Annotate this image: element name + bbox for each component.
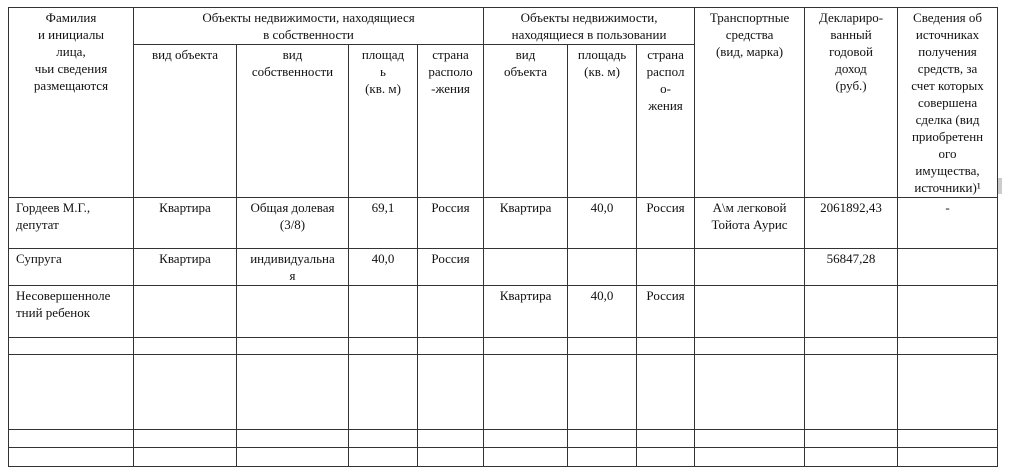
cell-used-area: 40,0 <box>568 286 637 338</box>
cell-owned-ownership <box>237 286 349 338</box>
cell-owned-area: 40,0 <box>349 249 418 286</box>
header-used-group: Объекты недвижимости, находящиеся в пользовании <box>484 8 695 45</box>
cell-name: Несовершенноле тний ребенок <box>9 286 134 338</box>
cell-owned-type <box>134 286 237 338</box>
header-owned-group: Объекты недвижимости, находящиеся в собственности <box>134 8 484 45</box>
cell-sources <box>898 286 998 338</box>
cell-name: Гордеев М.Г., депутат <box>9 198 134 249</box>
cell-used-country <box>637 249 695 286</box>
cell-sources <box>898 249 998 286</box>
cell-used-area <box>568 249 637 286</box>
header-used-country: страна распол о- жения <box>637 45 695 198</box>
table-row <box>9 249 998 286</box>
empty-row <box>9 355 998 430</box>
cell-vehicles <box>695 286 805 338</box>
table-row <box>9 286 998 338</box>
cell-used-type: Квартира <box>484 286 568 338</box>
cell-owned-area: 69,1 <box>349 198 418 249</box>
header-income: Деклариро- ванный годовой доход (руб.) <box>805 8 898 198</box>
cell-used-area: 40,0 <box>568 198 637 249</box>
cell-owned-area <box>349 286 418 338</box>
cell-owned-type: Квартира <box>134 198 237 249</box>
header-name: Фамилия и инициалы лица, чьи сведения размещаются <box>9 8 134 198</box>
cell-owned-country: Россия <box>418 198 484 249</box>
header-owned-ownership: вид собственности <box>237 45 349 198</box>
text-cursor-marker <box>998 178 1002 194</box>
header-used-type: вид объекта <box>484 45 568 198</box>
empty-row <box>9 338 998 355</box>
header-sources: Сведения об источниках получения средств, за счет которых совершена сделка (вид приобретенн ого имущества, источники)¹ <box>898 8 998 198</box>
header-used-area: площадь (кв. м) <box>568 45 637 198</box>
declaration-table <box>8 7 998 467</box>
cell-owned-ownership: индивидуальна я <box>237 249 349 286</box>
empty-row <box>9 448 998 467</box>
cell-owned-ownership: Общая долевая (3/8) <box>237 198 349 249</box>
cell-vehicles: А\м легковой Тойота Аурис <box>695 198 805 249</box>
cell-sources: - <box>898 198 998 249</box>
empty-row <box>9 430 998 448</box>
header-owned-country: страна располо -жения <box>418 45 484 198</box>
cell-owned-type: Квартира <box>134 249 237 286</box>
table-row <box>9 198 998 249</box>
cell-name: Супруга <box>9 249 134 286</box>
cell-income <box>805 286 898 338</box>
cell-vehicles <box>695 249 805 286</box>
cell-used-type <box>484 249 568 286</box>
header-owned-type: вид объекта <box>134 45 237 198</box>
header-owned-area: площад ь (кв. м) <box>349 45 418 198</box>
cell-used-type: Квартира <box>484 198 568 249</box>
cell-income: 2061892,43 <box>805 198 898 249</box>
cell-used-country: Россия <box>637 286 695 338</box>
header-vehicles: Транспортные средства (вид, марка) <box>695 8 805 198</box>
cell-income: 56847,28 <box>805 249 898 286</box>
cell-used-country: Россия <box>637 198 695 249</box>
cell-owned-country: Россия <box>418 249 484 286</box>
cell-owned-country <box>418 286 484 338</box>
